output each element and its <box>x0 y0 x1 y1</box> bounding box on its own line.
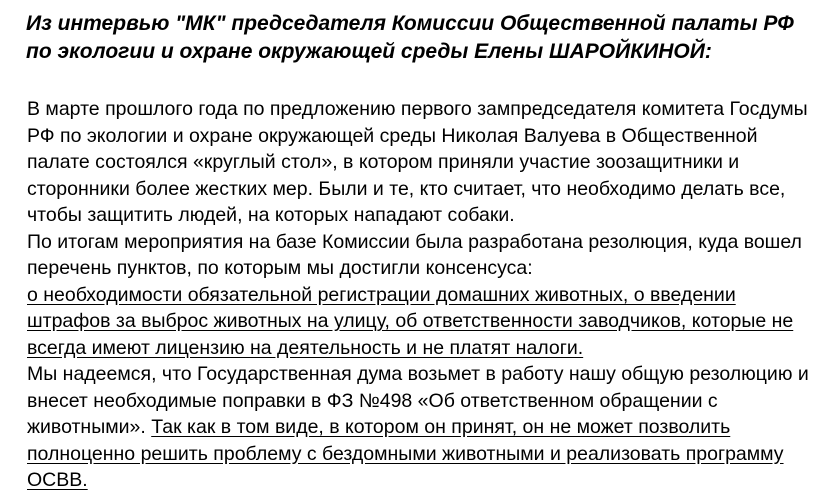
paragraph-consensus-points: о необходимости обязательной регистрации домашних животных, о введении штрафов за выброс животных на улицу, об ответственности заводчиков, которые не всегда имеют лицензию на деятельность и не платят налоги. <box>27 283 794 359</box>
duma-hope-text: Мы надеемся, что Государственная дума возьмет в работу нашу общую резолюцию и внесет необходимые поправки в ФЗ №498 «Об ответственном обращении с животными». <box>27 363 809 438</box>
paragraph-resolution: По итогам мероприятия на базе Комиссии была разработана резолюция, куда вошел перечень пунктов, по которым мы достигли консенсуса: <box>27 230 802 279</box>
document-body <box>27 96 817 494</box>
paragraph-duma-hope <box>27 361 817 494</box>
document-title: Из интервью "МК" председателя Комиссии Общественной палаты РФ по экологии и охране окружающей среды Елены ШАРОЙКИНОЙ: <box>26 12 794 63</box>
paragraph-roundtable: В марте прошлого года по предложению первого зампредседателя комитета Госдумы РФ по экологии и охране окружающей среды Николая Валуева в Общественной палате состоялся «круглый стол», в котором приняли участие зоозащитники и сторонники более жестких мер. Были и те, кто считает, что необходимо делать все, чтобы защитить людей, на которых нападают собаки. <box>27 98 808 226</box>
law-limitation-text: Так как в том виде, в котором он принят, он не может позволить полноценно решить проблему с бездомными животными и реализовать программу ОСВВ. <box>27 416 784 491</box>
